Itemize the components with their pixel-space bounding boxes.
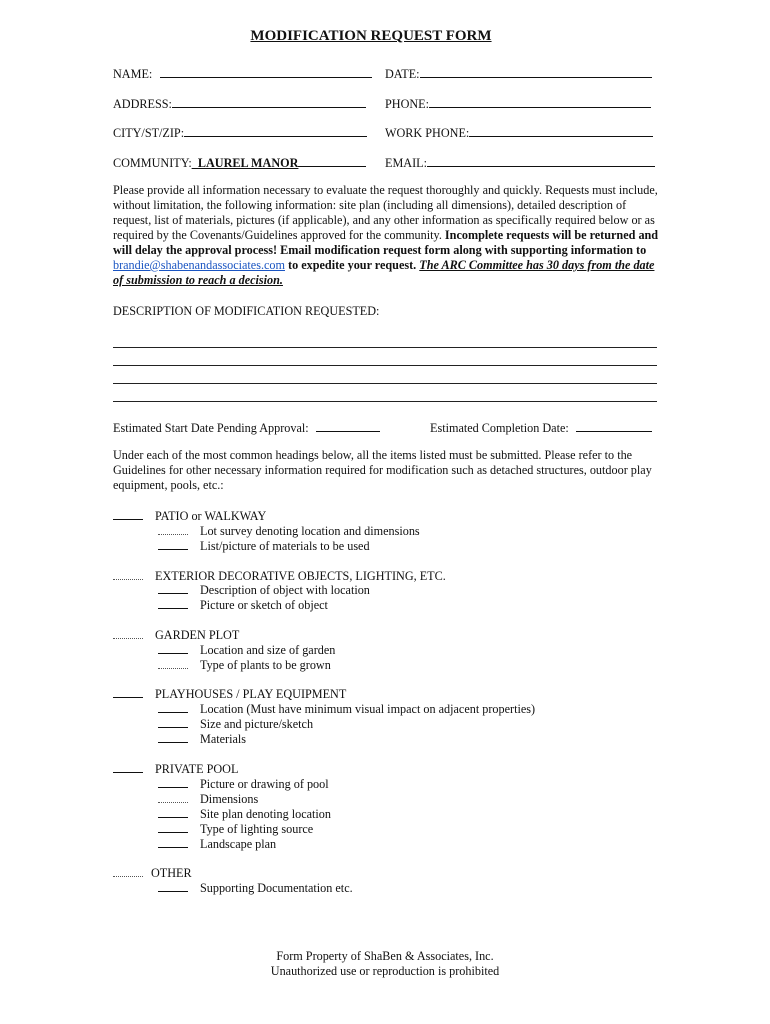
section-item[interactable] (158, 658, 331, 673)
item-label: Description of object with location (200, 583, 370, 597)
description-line[interactable] (113, 347, 657, 348)
email-link[interactable]: brandie@shabenandassociates.com (113, 258, 285, 272)
date-blank[interactable] (420, 66, 652, 78)
section-item[interactable] (158, 717, 313, 732)
item-label: Picture or sketch of object (200, 598, 328, 612)
item-label: Size and picture/sketch (200, 717, 314, 731)
phone-blank[interactable] (429, 96, 651, 108)
description-line[interactable] (113, 401, 657, 402)
completion-date-label: Estimated Completion Date: (430, 421, 569, 435)
item-label: Picture or drawing of pool (200, 777, 329, 791)
section-heading[interactable] (113, 628, 239, 643)
item-checkbox[interactable] (158, 837, 188, 848)
section-item[interactable] (158, 807, 331, 822)
section-checkbox[interactable] (113, 762, 143, 773)
footer-line-2: Unauthorized use or reproduction is prohibited (270, 964, 500, 978)
address-blank[interactable] (172, 96, 366, 108)
item-checkbox[interactable] (158, 702, 188, 713)
section-heading[interactable] (113, 509, 266, 524)
city-label: CITY/ST/ZIP: (113, 126, 185, 140)
community-blank[interactable] (298, 155, 366, 167)
section-checkbox[interactable] (113, 866, 143, 877)
item-checkbox[interactable] (158, 777, 188, 788)
community-field[interactable] (113, 155, 366, 171)
email-label: EMAIL: (385, 156, 427, 170)
section-checkbox[interactable] (113, 569, 143, 580)
section-heading-label: GARDEN PLOT (155, 628, 240, 642)
email-field[interactable] (385, 155, 655, 171)
phone-label: PHONE: (385, 97, 430, 111)
section-item[interactable] (158, 524, 420, 539)
date-field[interactable] (385, 66, 652, 82)
work-phone-field[interactable] (385, 125, 653, 141)
item-checkbox[interactable] (158, 717, 188, 728)
form-title: MODIFICATION REQUEST FORM (250, 28, 492, 44)
section-item[interactable] (158, 732, 246, 747)
section-heading-label: EXTERIOR DECORATIVE OBJECTS, LIGHTING, ETC. (155, 569, 446, 583)
section-heading[interactable] (113, 687, 346, 702)
item-label: Type of plants to be grown (200, 658, 331, 672)
date-label: DATE: (385, 67, 420, 81)
section-heading-label: PLAYHOUSES / PLAY EQUIPMENT (155, 687, 347, 701)
instructions-bold-2: to expedite your request. (284, 258, 420, 272)
item-label: Lot survey denoting location and dimensions (200, 524, 420, 538)
phone-field[interactable] (385, 96, 651, 112)
name-field[interactable] (113, 66, 372, 82)
completion-date-field[interactable] (430, 420, 652, 436)
item-checkbox[interactable] (158, 881, 188, 892)
item-label: List/picture of materials to be used (200, 539, 370, 553)
section-item[interactable] (158, 792, 258, 807)
item-label: Supporting Documentation etc. (200, 881, 353, 895)
item-checkbox[interactable] (158, 792, 188, 803)
section-item[interactable] (158, 837, 276, 852)
section-heading-label: PRIVATE POOL (155, 762, 239, 776)
community-label: COMMUNITY: (113, 156, 192, 170)
section-checkbox[interactable] (113, 628, 143, 639)
item-checkbox[interactable] (158, 524, 188, 535)
section-heading-label: PATIO or WALKWAY (155, 509, 267, 523)
item-label: Location and size of garden (200, 643, 336, 657)
start-date-label: Estimated Start Date Pending Approval: (113, 421, 309, 435)
section-heading[interactable] (113, 569, 446, 584)
start-date-blank[interactable] (316, 420, 380, 432)
address-field[interactable] (113, 96, 366, 112)
section-item[interactable] (158, 643, 335, 658)
work-phone-blank[interactable] (469, 125, 653, 137)
instructions-paragraph (113, 183, 659, 288)
community-value: _LAUREL MANOR (191, 156, 299, 170)
item-checkbox[interactable] (158, 643, 188, 654)
section-item[interactable] (158, 583, 370, 598)
description-line[interactable] (113, 365, 657, 366)
section-item[interactable] (158, 598, 328, 613)
item-label: Location (Must have minimum visual impact on adjacent properties) (200, 702, 536, 716)
section-item[interactable] (158, 702, 535, 717)
instructions-bold: Incomplete requests will be returned and will delay the approval process! Email modification request form along with supporting information to (113, 228, 659, 257)
section-heading[interactable] (113, 866, 192, 881)
section-item[interactable] (158, 881, 353, 896)
item-label: Dimensions (200, 792, 259, 806)
item-checkbox[interactable] (158, 598, 188, 609)
item-checkbox[interactable] (158, 583, 188, 594)
description-label: DESCRIPTION OF MODIFICATION REQUESTED: (113, 304, 380, 318)
section-heading[interactable] (113, 762, 238, 777)
item-label: Site plan denoting location (200, 807, 331, 821)
description-line[interactable] (113, 383, 657, 384)
item-checkbox[interactable] (158, 539, 188, 550)
item-label: Type of lighting source (200, 822, 314, 836)
section-item[interactable] (158, 539, 370, 554)
headings-note: Under each of the most common headings below, all the items listed must be submitted. Please refer to the Guidelines for other necessary information required for modification such as detached structures, outdoor play equipment, pools, etc.: (113, 448, 652, 492)
item-checkbox[interactable] (158, 732, 188, 743)
item-label: Materials (200, 732, 247, 746)
item-checkbox[interactable] (158, 822, 188, 833)
item-checkbox[interactable] (158, 807, 188, 818)
name-blank[interactable] (160, 66, 372, 78)
city-field[interactable] (113, 125, 367, 141)
section-heading-label: OTHER (151, 866, 192, 880)
email-blank[interactable] (427, 155, 655, 167)
instructions-text: Please provide all information necessary to evaluate the request thoroughly and quickly. Requests must include, without limitation, the following information: site plan (including all dimensions), detailed description of request, list of materials, pictures (if applicable), and any other information as specifically required below or as required by the Covenants/Guidelines approved for the community. (113, 183, 658, 242)
arc-deadline-note: The ARC Committee has 30 days from the date of submission to reach a decision. (113, 258, 655, 287)
name-label: NAME: (113, 67, 153, 81)
address-label: ADDRESS: (113, 97, 172, 111)
item-checkbox[interactable] (158, 658, 188, 669)
section-item[interactable] (158, 822, 313, 837)
footer-line-1: Form Property of ShaBen & Associates, Inc. (276, 949, 494, 963)
section-checkbox[interactable] (113, 687, 143, 698)
work-phone-label: WORK PHONE: (385, 126, 470, 140)
item-label: Landscape plan (200, 837, 277, 851)
section-item[interactable] (158, 777, 329, 792)
section-checkbox[interactable] (113, 509, 143, 520)
completion-date-blank[interactable] (576, 420, 652, 432)
start-date-field[interactable] (113, 420, 380, 436)
city-blank[interactable] (184, 125, 367, 137)
